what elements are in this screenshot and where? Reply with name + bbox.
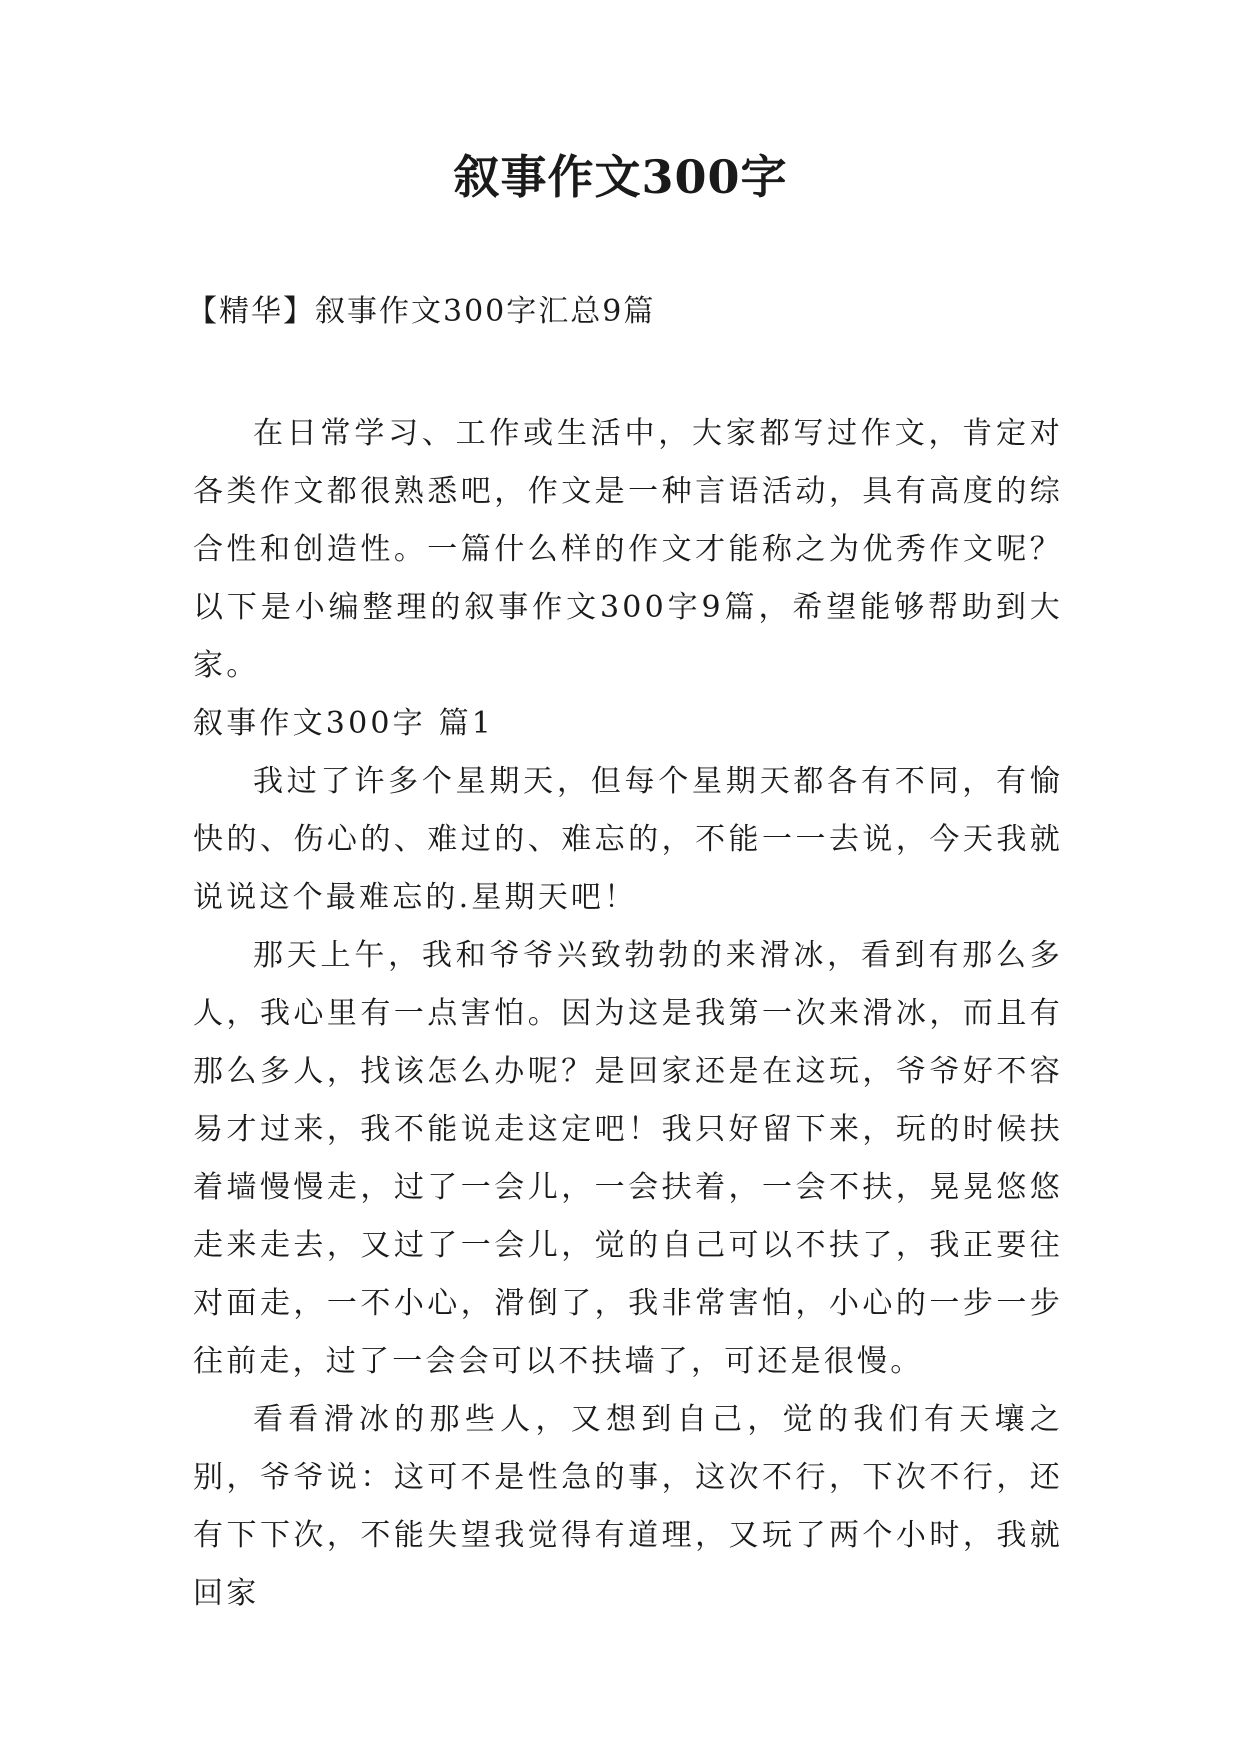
section-heading: 叙事作文300字 篇1 xyxy=(193,706,495,741)
body-paragraph-3: 看看滑冰的那些人，又想到自己，觉的我们有天壤之别，爷爷说：这可不是性急的事，这次不行，下次不行，还有下下次，不能失望我觉得有道理，又玩了两个小时，我就回家 xyxy=(193,1402,1063,1611)
document-title: 叙事作文300字 xyxy=(453,150,788,204)
body-paragraph-1: 我过了许多个星期天，但每个星期天都各有不同，有愉快的、伤心的、难过的、难忘的，不能一一去说，今天我就说说这个最难忘的.星期天吧！ xyxy=(193,764,1063,915)
body-paragraph-2: 那天上午，我和爷爷兴致勃勃的来滑冰，看到有那么多人，我心里有一点害怕。因为这是我第一次来滑冰，而且有那么多人，找该怎么办呢？是回家还是在这玩，爷爷好不容易才过来，我不能说走这定吧！我只好留下来，玩的时候扶着墙慢慢走，过了一会儿，一会扶着，一会不扶，晃晃悠悠走来走去，又过了一会儿，觉的自己可以不扶了，我正要往对面走，一不小心，滑倒了，我非常害怕，小心的一步一步往前走，过了一会会可以不扶墙了，可还是很慢。 xyxy=(193,938,1063,1379)
document-body xyxy=(193,405,1063,1623)
intro-paragraph: 在日常学习、工作或生活中，大家都写过作文，肯定对各类作文都很熟悉吧，作文是一种言语活动，具有高度的综合性和创造性。一篇什么样的作文才能称之为优秀作文呢？以下是小编整理的叙事作文300字9篇，希望能够帮助到大家。 xyxy=(193,416,1063,683)
document-subtitle: 【精华】叙事作文300字汇总9篇 xyxy=(187,294,656,329)
